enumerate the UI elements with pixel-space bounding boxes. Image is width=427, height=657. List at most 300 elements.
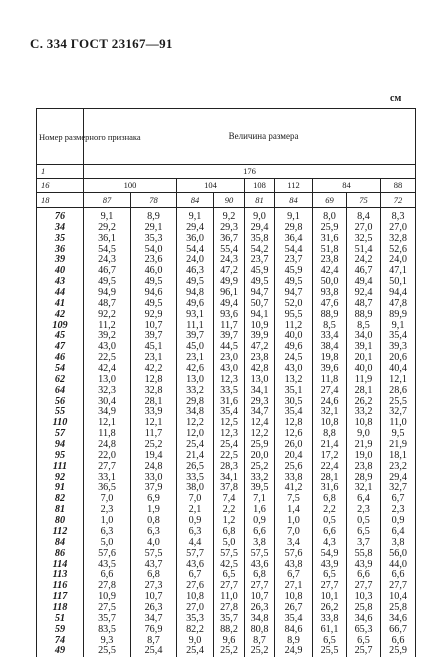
row16-value: 104 [177,179,245,193]
size-value: 5,0 [214,538,245,549]
size-value: 9,1 [177,208,214,223]
size-value: 12,1 [131,418,177,429]
size-value: 8,8 [313,429,347,440]
size-value: 18,1 [381,451,416,462]
size-value: 49,4 [347,277,381,288]
size-value: 9,5 [381,429,416,440]
size-value: 23,7 [245,255,275,266]
size-value: 11,2 [275,321,313,332]
size-value: 27,7 [214,581,245,592]
feature-number: 51 [37,614,84,625]
size-value: 57,5 [131,549,177,560]
index-label: 1 [37,165,84,179]
feature-number: 117 [37,592,84,603]
size-value: 26,3 [245,603,275,614]
size-value: 94,8 [177,288,214,299]
size-value: 35,4 [381,331,416,342]
size-value: 35,3 [131,234,177,245]
feature-number: 57 [37,429,84,440]
size-value: 55,8 [347,549,381,560]
row16-value: 88 [381,179,416,193]
size-value: 40,0 [347,364,381,375]
size-value: 76,9 [131,625,177,636]
size-value: 33,2 [177,386,214,397]
size-value: 43,9 [347,560,381,571]
size-value: 2,2 [214,505,245,516]
size-value: 21,9 [381,440,416,451]
size-value: 39,5 [245,483,275,494]
size-value: 49,5 [245,277,275,288]
size-value: 25,5 [381,397,416,408]
size-value: 42,2 [131,364,177,375]
size-value: 83,5 [84,625,131,636]
size-value: 50,7 [245,299,275,310]
size-value: 24,3 [84,255,131,266]
size-value: 12,0 [177,429,214,440]
row18-value: 84 [177,193,214,208]
row18-label: 18 [37,193,84,208]
size-value: 6,5 [347,636,381,647]
feature-number: 112 [37,527,84,538]
size-value: 6,6 [245,527,275,538]
size-value: 39,1 [347,342,381,353]
size-value: 6,6 [381,636,416,647]
size-value: 43,7 [131,560,177,571]
size-value: 94,7 [275,288,313,299]
size-value: 22,5 [214,451,245,462]
size-value: 20,0 [245,451,275,462]
row16-value: 112 [275,179,313,193]
size-value: 43,6 [245,560,275,571]
size-value: 9,0 [245,208,275,223]
size-value: 33,5 [177,473,214,484]
size-value: 27,7 [313,581,347,592]
size-value: 35,7 [84,614,131,625]
feature-number: 62 [37,375,84,386]
size-value: 25,7 [347,646,381,657]
size-value: 52,6 [381,245,416,256]
size-value: 23,0 [214,353,245,364]
size-value: 46,0 [131,266,177,277]
size-value: 42,5 [214,560,245,571]
size-value: 9,2 [214,208,245,223]
size-value: 24,6 [313,397,347,408]
size-value: 23,6 [131,255,177,266]
size-value: 47,8 [381,299,416,310]
size-value: 3,7 [347,538,381,549]
feature-number: 86 [37,549,84,560]
size-value: 6,5 [313,570,347,581]
size-value: 48,7 [84,299,131,310]
size-value: 27,8 [84,581,131,592]
feature-number: 39 [37,255,84,266]
size-value: 6,5 [313,636,347,647]
size-value: 6,7 [177,570,214,581]
size-value: 46,7 [347,266,381,277]
size-value: 8,9 [131,208,177,223]
size-value: 11,0 [214,592,245,603]
size-value: 47,2 [214,266,245,277]
size-value: 29,3 [245,397,275,408]
size-value: 57,5 [214,549,245,560]
table-row [37,646,416,657]
size-value: 43,6 [177,560,214,571]
size-value: 0,8 [131,516,177,527]
size-value: 32,7 [381,483,416,494]
size-value: 13,0 [245,375,275,386]
size-value: 25,9 [313,223,347,234]
feature-number: 82 [37,494,84,505]
size-value: 9,0 [177,636,214,647]
size-value: 24,9 [275,646,313,657]
feature-number: 55 [37,407,84,418]
size-value: 43,0 [275,364,313,375]
size-value: 33,5 [214,386,245,397]
size-value: 32,5 [347,234,381,245]
size-value: 25,5 [313,646,347,657]
size-value: 1,2 [214,516,245,527]
size-value: 27,3 [131,581,177,592]
size-value: 43,0 [84,342,131,353]
table-row [37,386,416,397]
feature-number: 64 [37,386,84,397]
size-value: 26,3 [131,603,177,614]
size-value: 9,1 [275,208,313,223]
size-value: 92,4 [347,288,381,299]
size-value: 47,2 [245,342,275,353]
size-value: 35,4 [275,407,313,418]
size-value: 6,6 [84,570,131,581]
size-value: 12,2 [177,418,214,429]
row-16 [37,179,416,193]
size-value: 45,9 [275,266,313,277]
size-value: 6,3 [84,527,131,538]
feature-number: 114 [37,560,84,571]
index-row [37,165,416,179]
size-value: 32,1 [313,407,347,418]
size-value: 93,1 [177,310,214,321]
size-value: 20,1 [347,353,381,364]
size-value: 9,6 [214,636,245,647]
size-value: 26,2 [347,397,381,408]
size-value: 1,0 [275,516,313,527]
feature-number: 49 [37,646,84,657]
size-value: 26,5 [177,462,214,473]
size-value: 4,4 [177,538,214,549]
size-value: 9,1 [381,321,416,332]
size-value: 11,0 [381,418,416,429]
table-row [37,462,416,473]
feature-number: 81 [37,505,84,516]
size-value: 34,1 [214,473,245,484]
size-value: 8,3 [381,208,416,223]
size-value: 35,3 [177,614,214,625]
size-value: 2,2 [313,505,347,516]
size-value: 12,3 [214,375,245,386]
index-value: 176 [84,165,416,179]
feature-number: 42 [37,310,84,321]
size-value: 42,8 [245,364,275,375]
size-value: 27,7 [245,581,275,592]
size-value: 93,8 [313,288,347,299]
size-value: 25,8 [347,603,381,614]
size-value: 33,0 [131,473,177,484]
feature-number: 110 [37,418,84,429]
size-value: 12,3 [214,429,245,440]
size-value: 6,9 [131,494,177,505]
table-row [37,310,416,321]
size-value: 23,8 [245,353,275,364]
size-value: 7,0 [275,527,313,538]
size-value: 82,2 [177,625,214,636]
size-value: 20,4 [275,451,313,462]
feature-number: 84 [37,538,84,549]
value-header: Величина размера [229,131,299,141]
size-value: 12,4 [245,418,275,429]
size-value: 0,5 [347,516,381,527]
size-value: 29,2 [84,223,131,234]
size-value: 29,4 [381,473,416,484]
size-value: 25,2 [245,646,275,657]
size-value: 28,1 [313,473,347,484]
size-value: 54,0 [131,245,177,256]
size-value: 94,7 [245,288,275,299]
size-value: 28,6 [381,386,416,397]
size-value: 35,4 [214,407,245,418]
size-value: 54,4 [275,245,313,256]
size-value: 42,4 [84,364,131,375]
size-value: 25,6 [275,462,313,473]
feature-number: 76 [37,208,84,223]
size-value: 39,6 [313,364,347,375]
size-value: 6,7 [275,570,313,581]
size-value: 88,9 [347,310,381,321]
feature-number: 35 [37,234,84,245]
size-value: 25,5 [84,646,131,657]
size-value: 39,2 [84,331,131,342]
size-value: 10,3 [347,592,381,603]
size-value: 57,5 [245,549,275,560]
size-value: 11,8 [84,429,131,440]
size-value: 93,6 [214,310,245,321]
row-18 [37,193,416,208]
size-value: 8,5 [347,321,381,332]
size-value: 11,7 [131,429,177,440]
size-value: 12,1 [84,418,131,429]
size-value: 11,1 [177,321,214,332]
size-value: 19,0 [347,451,381,462]
size-value: 21,4 [177,451,214,462]
size-value: 57,7 [177,549,214,560]
feature-number: 56 [37,397,84,408]
feature-number: 94 [37,440,84,451]
size-value: 4,3 [313,538,347,549]
size-value: 12,6 [275,429,313,440]
size-value: 30,4 [84,397,131,408]
page-header: С. 334 ГОСТ 23167—91 [30,36,173,52]
size-value: 6,5 [347,527,381,538]
size-value: 29,8 [177,397,214,408]
size-value: 0,9 [245,516,275,527]
size-value: 49,5 [131,277,177,288]
feature-number: 118 [37,603,84,614]
size-value: 33,8 [275,473,313,484]
size-value: 1,9 [131,505,177,516]
size-value: 10,7 [131,321,177,332]
feature-number: 44 [37,288,84,299]
size-value: 23,8 [347,462,381,473]
feature-number: 43 [37,277,84,288]
size-value: 0,5 [313,516,347,527]
size-value: 51,8 [313,245,347,256]
size-value: 10,8 [347,418,381,429]
size-value: 57,6 [275,549,313,560]
size-value: 11,7 [214,321,245,332]
row18-value: 84 [275,193,313,208]
size-value: 6,6 [313,527,347,538]
size-value: 10,4 [381,592,416,603]
feature-number: 59 [37,625,84,636]
size-value: 35,7 [214,614,245,625]
size-value: 29,4 [177,223,214,234]
size-value: 36,7 [214,234,245,245]
size-value: 29,8 [275,223,313,234]
size-value: 35,4 [275,614,313,625]
size-value: 17,2 [313,451,347,462]
size-value: 8,7 [131,636,177,647]
size-table [36,108,416,657]
size-value: 22,4 [313,462,347,473]
size-value: 51,4 [347,245,381,256]
size-value: 80,8 [245,625,275,636]
size-value: 94,1 [245,310,275,321]
size-value: 9,0 [347,429,381,440]
size-value: 22,0 [84,451,131,462]
size-value: 33,2 [245,473,275,484]
size-value: 50,0 [313,277,347,288]
size-value: 25,8 [381,603,416,614]
size-value: 49,5 [131,299,177,310]
size-value: 25,4 [131,646,177,657]
size-value: 52,0 [275,299,313,310]
size-value: 9,1 [84,208,131,223]
size-value: 11,2 [84,321,131,332]
size-value: 12,8 [275,418,313,429]
size-value: 94,9 [84,288,131,299]
size-value: 12,5 [214,418,245,429]
size-value: 25,4 [214,440,245,451]
size-value: 38,0 [177,483,214,494]
size-value: 34,8 [177,407,214,418]
size-value: 24,5 [275,353,313,364]
row-header-cell: Номер размерного признака [37,109,84,165]
size-value: 24,3 [214,255,245,266]
size-value: 45,0 [177,342,214,353]
size-value: 36,5 [84,483,131,494]
row16-value: 84 [313,179,381,193]
size-value: 39,3 [381,342,416,353]
size-value: 39,9 [245,331,275,342]
size-value: 33,4 [313,331,347,342]
size-value: 66,7 [381,625,416,636]
size-value: 37,8 [214,483,245,494]
feature-number: 116 [37,581,84,592]
row18-value: 78 [131,193,177,208]
size-value: 27,0 [347,223,381,234]
size-value: 33,8 [313,614,347,625]
size-value: 36,1 [84,234,131,245]
size-value: 13,0 [177,375,214,386]
size-value: 26,7 [275,603,313,614]
size-value: 32,1 [347,483,381,494]
size-value: 11,8 [313,375,347,386]
size-value: 7,4 [214,494,245,505]
size-value: 22,5 [84,353,131,364]
size-value: 37,9 [131,483,177,494]
feature-number: 54 [37,364,84,375]
size-value: 34,9 [84,407,131,418]
size-value: 6,3 [131,527,177,538]
size-value: 1,4 [275,505,313,516]
size-value: 6,7 [381,494,416,505]
row18-value: 69 [313,193,347,208]
size-value: 28,9 [347,473,381,484]
table-row [37,625,416,636]
size-value: 2,3 [84,505,131,516]
size-value: 29,4 [245,223,275,234]
feature-number: 46 [37,353,84,364]
size-value: 19,8 [313,353,347,364]
size-value: 21,9 [347,440,381,451]
size-value: 19,4 [131,451,177,462]
feature-number: 91 [37,483,84,494]
size-value: 95,5 [275,310,313,321]
size-value: 25,4 [177,646,214,657]
row18-value: 87 [84,193,131,208]
table-row [37,538,416,549]
size-value: 35,1 [275,386,313,397]
size-value: 10,8 [275,592,313,603]
size-value: 39,7 [131,331,177,342]
size-value: 40,4 [381,364,416,375]
size-value: 26,0 [275,440,313,451]
size-value: 94,6 [131,288,177,299]
table-head [37,109,416,208]
size-value: 43,9 [313,560,347,571]
size-value: 8,9 [275,636,313,647]
size-value: 27,0 [177,603,214,614]
size-value: 6,8 [313,494,347,505]
size-value: 88,2 [214,625,245,636]
size-value: 46,7 [84,266,131,277]
size-value: 2,1 [177,505,214,516]
size-value: 6,8 [245,570,275,581]
size-value: 34,7 [245,407,275,418]
size-value: 89,9 [381,310,416,321]
size-value: 6,4 [347,494,381,505]
size-value: 32,8 [381,234,416,245]
size-value: 61,1 [313,625,347,636]
size-value: 10,9 [84,592,131,603]
size-value: 32,3 [84,386,131,397]
size-value: 54,5 [84,245,131,256]
unit-label: см [390,93,401,104]
size-value: 8,7 [245,636,275,647]
size-value: 32,8 [131,386,177,397]
size-value: 43,0 [214,364,245,375]
size-value: 12,8 [131,375,177,386]
size-value: 6,8 [131,570,177,581]
